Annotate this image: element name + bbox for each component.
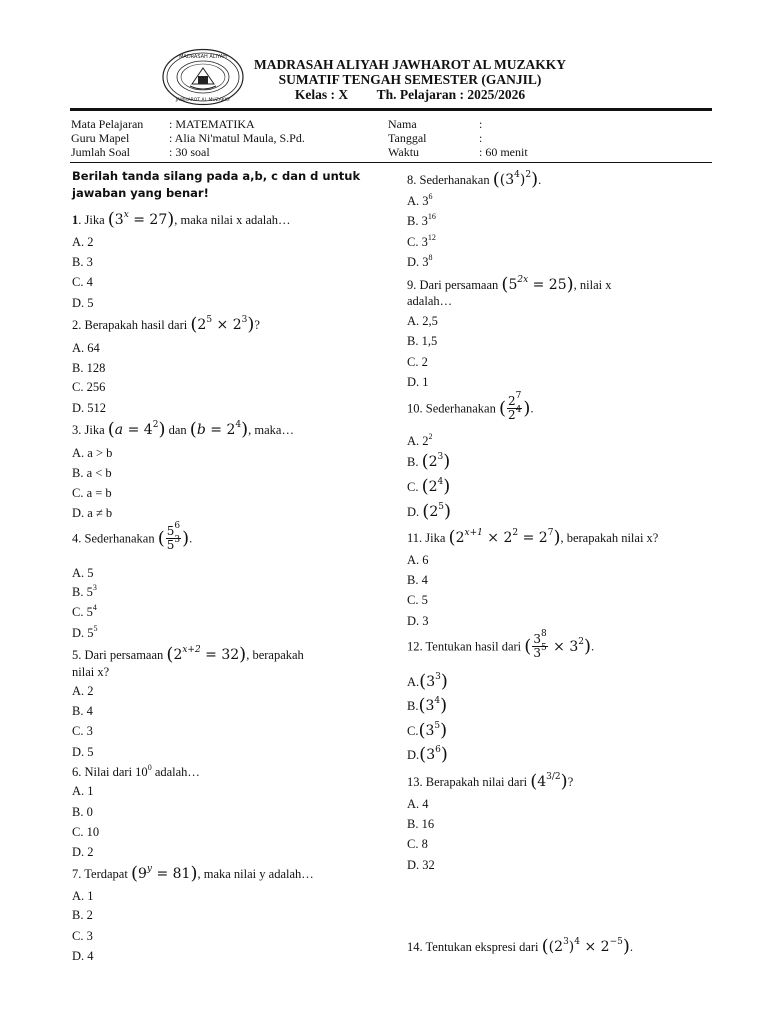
question-formula: $(2^{x+2} = 32)$	[166, 644, 247, 665]
question-text: 11. Jika	[407, 531, 449, 545]
option-a[interactable]: A. $3^6$	[407, 192, 433, 208]
question-formula: $(b = 2^4)$	[189, 419, 249, 440]
option-d[interactable]: D. $5^5$	[72, 624, 98, 640]
option-a[interactable]: A. 6	[407, 553, 429, 567]
info-label: Mata Pelajaran	[71, 117, 144, 131]
question-formula: ( $\frac{5^6}{5^3}$ )	[157, 521, 190, 552]
exam-name: SUMATIF TENGAH SEMESTER (GANJIL)	[278, 72, 542, 87]
info-label: Guru Mapel	[71, 131, 130, 145]
info-label: Nama	[388, 117, 417, 131]
question-text-cont: adalah…	[407, 294, 453, 308]
question-formula: ( $\frac{3^8}{3^5}$ × $3^2$)	[524, 629, 592, 660]
option-d[interactable]: D. 1	[407, 375, 429, 389]
question-12	[407, 629, 595, 660]
option-c[interactable]: C. $(2^4)$	[407, 476, 451, 497]
option-a[interactable]: $A.(3^3)$	[407, 671, 448, 692]
option-c[interactable]: C. a = b	[72, 486, 112, 500]
question-text: .	[629, 940, 633, 954]
info-value: :	[479, 117, 483, 131]
option-c[interactable]: $C.(3^5)$	[407, 720, 448, 741]
question-text: adalah…	[151, 765, 200, 779]
option-a[interactable]: A. $2^2$	[407, 432, 433, 448]
question-text: 3. Jika	[72, 423, 108, 437]
svg-text:JAWHAROT AL MUZAKKY: JAWHAROT AL MUZAKKY	[175, 98, 231, 103]
exponent: 0	[147, 763, 152, 772]
question-text: 2. Berapakah hasil dari	[72, 318, 191, 332]
question-text: 8. Sederhanakan	[407, 173, 493, 187]
option-a[interactable]: A. 2,5	[407, 314, 438, 328]
question-text: 13. Berapakah nilai dari	[407, 775, 531, 789]
question-text: 14. Tentukan ekspresi dari	[407, 940, 542, 954]
exam-header	[240, 57, 580, 102]
info-label: Jumlah Soal	[71, 145, 130, 159]
question-formula: $(4^{3/2})$	[530, 771, 568, 792]
info-row	[388, 131, 528, 145]
question-text: . Jika	[78, 213, 108, 227]
question-text: .	[530, 401, 534, 416]
question-text: 6. Nilai dari 10	[72, 765, 148, 779]
info-value: : 60 menit	[479, 145, 528, 159]
question-13	[407, 771, 574, 792]
question-text: , berapakah	[246, 648, 304, 662]
info-label: Tanggal	[388, 131, 427, 145]
question-10	[407, 391, 534, 422]
option-c[interactable]: C. 4	[72, 275, 93, 289]
question-text: 5. Dari persamaan	[72, 648, 167, 662]
option-d[interactable]: D. a ≠ b	[72, 506, 113, 520]
option-d[interactable]: $D.(3^6)$	[407, 744, 448, 765]
question-3	[72, 419, 294, 440]
option-d[interactable]: D. 4	[72, 949, 94, 963]
option-c[interactable]: C. 10	[72, 825, 100, 839]
option-d[interactable]: D. $(2^5)$	[407, 501, 451, 522]
option-a[interactable]: A. 2	[72, 684, 94, 698]
option-b[interactable]: B. 3	[72, 255, 93, 269]
question-text: , maka nilai y adalah…	[197, 867, 314, 881]
question-14	[407, 936, 633, 957]
class-year-line	[240, 87, 580, 102]
question-4	[72, 521, 193, 552]
question-text: 4. Sederhanakan	[72, 531, 158, 546]
question-text: .	[189, 531, 193, 546]
info-right	[388, 117, 528, 159]
option-b[interactable]: B. 4	[407, 573, 428, 587]
info-divider	[70, 162, 712, 163]
option-b[interactable]: B. 4	[72, 704, 93, 718]
option-b[interactable]: B. $5^3$	[72, 583, 97, 599]
option-a[interactable]: A. 2	[72, 235, 94, 249]
instruction: Berilah tanda silang pada a,b, c dan d untuk jawaban yang benar!	[72, 169, 361, 200]
option-b[interactable]: B. 0	[72, 805, 93, 819]
info-value: : 30 soal	[169, 145, 210, 159]
option-c[interactable]: C. 2	[407, 355, 428, 369]
option-a[interactable]: A. a > b	[72, 446, 113, 460]
option-d[interactable]: D. 5	[72, 745, 94, 759]
question-text: , berapakah nilai x?	[560, 531, 659, 545]
info-row	[388, 145, 528, 159]
option-c[interactable]: C. 3	[72, 724, 93, 738]
question-formula: $(3^x = 27)$	[107, 209, 175, 230]
question-1	[72, 209, 291, 230]
option-b[interactable]: B. 1,5	[407, 334, 438, 348]
info-row	[71, 131, 305, 145]
question-formula: $(5^{2x} = 25)$	[501, 274, 574, 295]
info-row	[388, 117, 528, 131]
option-b[interactable]: $B.(3^4)$	[407, 695, 448, 716]
option-b[interactable]: B. $3^{16}$	[407, 212, 436, 228]
question-text: ?	[254, 318, 260, 332]
info-label: Waktu	[388, 145, 420, 159]
option-a[interactable]: A. 64	[72, 341, 100, 355]
option-c[interactable]: C. 8	[407, 837, 428, 851]
question-text: 10. Sederhanakan	[407, 401, 499, 416]
year-label: Th. Pelajaran : 2025/2026	[376, 87, 526, 102]
info-row	[71, 145, 305, 159]
option-c[interactable]: C. 256	[72, 380, 106, 394]
question-formula: $((3^4)^2)$	[492, 169, 539, 190]
option-b[interactable]: B. 128	[72, 361, 106, 375]
info-row	[71, 117, 305, 131]
question-text: , maka…	[248, 423, 294, 437]
question-7	[72, 863, 314, 884]
question-formula: ( $\frac{2^7}{2^4}$ )	[498, 391, 531, 422]
question-8	[407, 169, 542, 190]
question-6	[72, 765, 200, 779]
option-b[interactable]: B. $(2^3)$	[407, 451, 451, 472]
class-label: Kelas : X	[294, 87, 349, 102]
option-d[interactable]: D. 3	[407, 614, 429, 628]
info-left	[71, 117, 305, 159]
option-c[interactable]: C. $5^4$	[72, 603, 97, 619]
option-a[interactable]: A. 4	[407, 797, 429, 811]
question-formula: $(a = 4^2)$	[107, 419, 166, 440]
svg-text:MADRASAH ALIYAH: MADRASAH ALIYAH	[179, 54, 227, 60]
question-formula: $(2^{x+1} \times 2^2 = 2^7)$	[448, 527, 561, 548]
option-c[interactable]: C. 3	[72, 929, 93, 943]
question-text: .	[591, 639, 595, 654]
question-text: .	[538, 173, 542, 187]
question-formula: $(9^y = 81)$	[130, 863, 198, 884]
question-number: 1	[72, 213, 79, 227]
option-d[interactable]: D. $3^8$	[407, 253, 433, 269]
question-text: 9. Dari persamaan	[407, 278, 502, 292]
question-5	[72, 644, 304, 665]
option-c[interactable]: C. 5	[407, 593, 428, 607]
header-divider	[70, 108, 712, 111]
option-d[interactable]: D. 2	[72, 845, 94, 859]
question-11	[407, 527, 659, 548]
question-text: , nilai x	[573, 278, 612, 292]
question-text: , maka nilai x adalah…	[174, 213, 291, 227]
option-a[interactable]: A. 1	[72, 784, 94, 798]
question-text: dan	[165, 423, 190, 437]
option-b[interactable]: B. a < b	[72, 466, 112, 480]
question-text: ?	[567, 775, 574, 789]
option-c[interactable]: C. $3^{12}$	[407, 233, 436, 249]
option-d[interactable]: D. 5	[72, 296, 94, 310]
question-text: 12. Tentukan hasil dari	[407, 639, 525, 654]
school-seal-icon	[162, 48, 244, 106]
question-formula: $(2^5 \times 2^3)$	[190, 314, 255, 335]
question-2	[72, 314, 260, 335]
option-b[interactable]: B. 16	[407, 817, 435, 831]
option-b[interactable]: B. 2	[72, 908, 93, 922]
option-d[interactable]: D. 512	[72, 401, 107, 415]
option-d[interactable]: D. 32	[407, 858, 435, 872]
question-formula: $((2^3)^4 \times 2^{-5})$	[541, 936, 630, 957]
question-text-cont: nilai x?	[72, 665, 110, 679]
option-a[interactable]: A. 5	[72, 566, 94, 580]
info-value: : Alia Ni'matul Maula, S.Pd.	[169, 131, 305, 145]
info-value: :	[479, 131, 483, 145]
option-a[interactable]: A. 1	[72, 889, 94, 903]
info-value: : MATEMATIKA	[169, 117, 255, 131]
school-name: MADRASAH ALIYAH JAWHAROT AL MUZAKKY	[253, 57, 567, 72]
question-9	[407, 274, 612, 295]
question-text: 7. Terdapat	[72, 867, 131, 881]
